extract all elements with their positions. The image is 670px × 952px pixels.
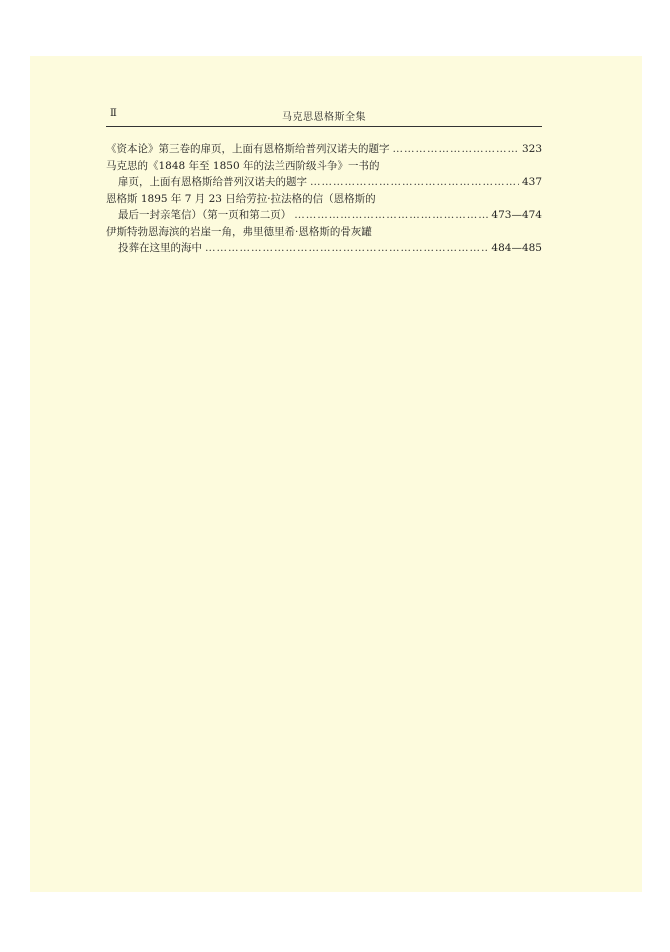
toc-entry-title: 伊斯特勃恩海滨的岩崖一角，弗里德里希·恩格斯的骨灰罐 (106, 225, 372, 238)
dot-leader (393, 141, 519, 158)
toc-entry-title: 马克思的《1848 年至 1850 年的法兰西阶级斗争》一书的 (106, 159, 380, 172)
dot-leader (294, 207, 488, 224)
page-folio: Ⅱ (110, 108, 117, 119)
toc-entry (106, 141, 542, 158)
running-title: 马克思恩格斯全集 (282, 112, 366, 123)
toc-entry-continuation (106, 207, 542, 224)
toc-entry (106, 224, 542, 241)
toc-entry-continuation (106, 240, 542, 257)
toc-entry (106, 158, 542, 175)
toc-page-number: 323 (521, 143, 542, 155)
toc-entry-title: 最后一封亲笔信）（第一页和第二页） (118, 209, 292, 221)
illustration-list (106, 141, 542, 257)
toc-entry-title: 扉页，上面有恩格斯给普列汉诺夫的题字 (118, 176, 307, 188)
toc-page-number: 473—474 (491, 209, 542, 221)
toc-entry-continuation (106, 174, 542, 191)
toc-page-number: 437 (521, 176, 542, 188)
toc-entry-title: 投葬在这里的海中 (118, 242, 202, 254)
page-header (106, 106, 542, 127)
toc-page-number: 484—485 (491, 242, 542, 254)
toc-entry-title: 恩格斯 1895 年 7 月 23 日给劳拉·拉法格的信（恩格斯的 (106, 192, 376, 205)
dot-leader (205, 240, 488, 257)
dot-leader (310, 174, 519, 191)
toc-entry (106, 191, 542, 208)
toc-entry-title: 《资本论》第三卷的扉页，上面有恩格斯给普列汉诺夫的题字 (106, 143, 390, 155)
